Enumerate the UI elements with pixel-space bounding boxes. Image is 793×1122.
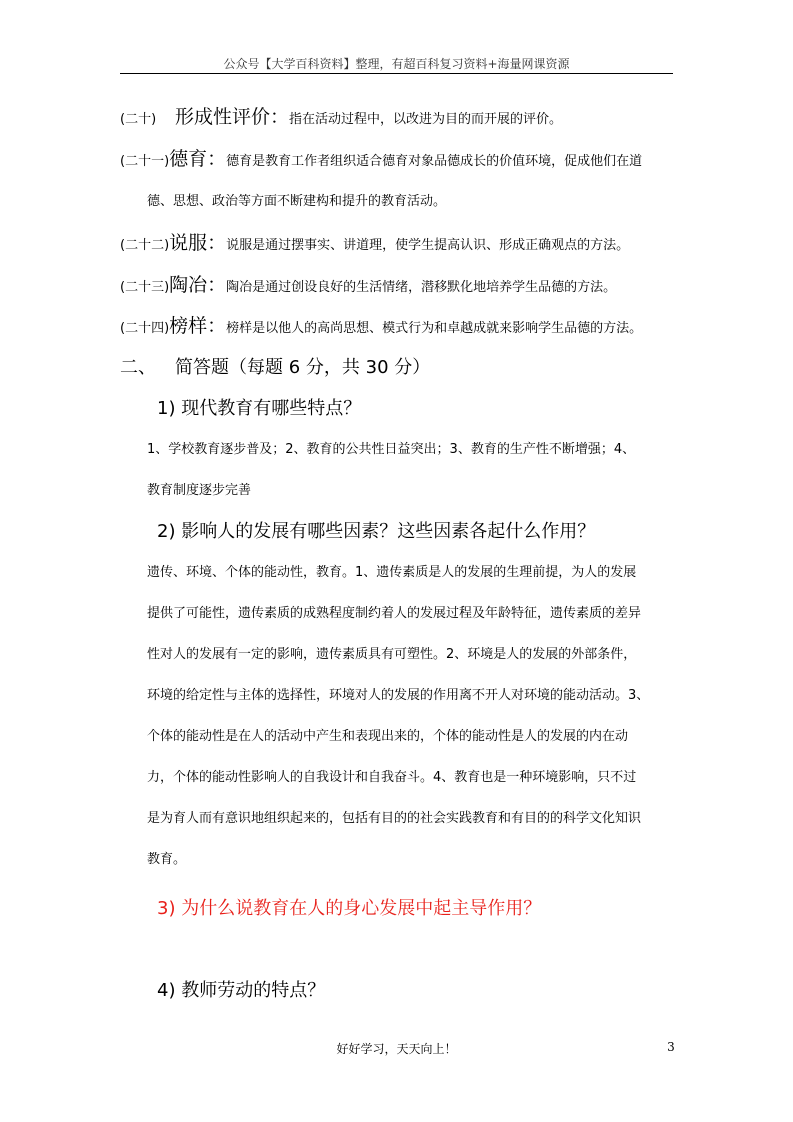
question-2: 2) 影响人的发展有哪些因素？这些因素各起什么作用？ [157,521,596,542]
page-footer: 好好学习，天天向上！ [336,1042,457,1056]
question-1: 1) 现代教育有哪些特点？ [157,398,362,419]
answer-line: 教育制度逐步完善 [147,483,252,498]
term-item: (二十二)说服：说服是通过摆事实、讲道理，使学生提高认识、形成正确观点的方法。 [120,232,630,254]
term-item: (二十四)榜样：榜样是以他人的高尚思想、模式行为和卓越成就来影响学生品德的方法。 [120,315,643,337]
page-number: 3 [667,1040,675,1054]
term-title: 说服： [169,232,227,254]
page-header: 公众号【大学百科资料】整理，有超百科复习资料+海量网课资源 [223,57,570,71]
answer-line: 力，个体的能动性影响人的自我设计和自我奋斗。4、教育也是一种环境影响，只不过 [147,770,637,785]
answer-line: 性对人的发展有一定的影响，遗传素质具有可塑性。2、环境是人的发展的外部条件， [147,647,637,662]
term-title: 榜样： [169,315,227,337]
answer-line: 是为育人而有意识地组织起来的，包括有目的的社会实践教育和有目的的科学文化知识 [147,811,642,826]
term-title: 形成性评价： [175,106,290,128]
term-definition: 陶冶是通过创设良好的生活情绪，潜移默化地培养学生品德的方法。 [226,280,617,295]
term-title: 德育： [169,148,227,170]
term-item: (二十三)陶冶：陶冶是通过创设良好的生活情绪，潜移默化地培养学生品德的方法。 [120,274,617,296]
answer-line: 提供了可能性，遗传素质的成熟程度制约着人的发展过程及年龄特征，遗传素质的差异 [147,606,642,621]
term-definition: 指在活动过程中，以改进为目的而开展的评价。 [289,112,563,127]
term-title: 陶冶： [169,274,227,296]
answer-line: 1、学校教育逐步普及；2、教育的公共性日益突出；3、教育的生产性不断增强；4、 [147,442,636,457]
answer-line: 环境的给定性与主体的选择性，环境对人的发展的作用离不开人对环境的能动活动。3、 [147,688,650,703]
header-rule [120,73,673,74]
answer-line: 个体的能动性是在人的活动中产生和表现出来的，个体的能动性是人的发展的内在动 [147,729,629,744]
answer-line: 遗传、环境、个体的能动性，教育。1、遗传素质是人的发展的生理前提，为人的发展 [147,565,637,580]
term-definition: 榜样是以他人的高尚思想、模式行为和卓越成就来影响学生品德的方法。 [226,321,643,336]
term-definition: 说服是通过摆事实、讲道理，使学生提高认识、形成正确观点的方法。 [226,238,630,253]
question-4: 4) 教师劳动的特点？ [157,980,326,1001]
term-definition: 德育是教育工作者组织适合德育对象品德成长的价值环境，促成他们在道 [226,154,643,169]
answer-line: 教育。 [147,852,187,867]
question-3-highlighted: 3) 为什么说教育在人的身心发展中起主导作用？ [157,898,542,919]
term-item: (二十) 形成性评价：指在活动过程中，以改进为目的而开展的评价。 [120,106,563,128]
term-item: (二十一)德育：德育是教育工作者组织适合德育对象品德成长的价值环境，促成他们在道 [120,148,643,170]
term-definition-cont: 德、思想、政治等方面不断建构和提升的教育活动。 [147,194,447,209]
section-heading: 二、 简答题（每题 6 分，共 30 分） [120,357,431,378]
